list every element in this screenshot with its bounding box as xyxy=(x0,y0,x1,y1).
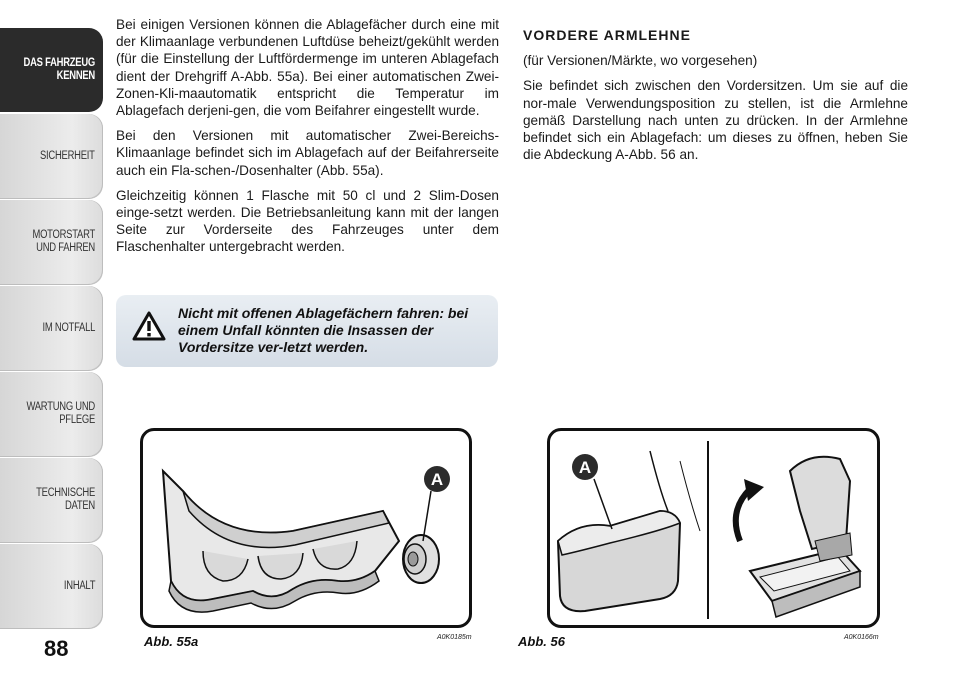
tab-das-fahrzeug-kennen[interactable] xyxy=(0,28,103,112)
tab-inhalt[interactable] xyxy=(0,544,103,628)
section-subheading: (für Versionen/Märkte, wo vorgesehen) xyxy=(523,53,758,69)
tab-technische-daten[interactable] xyxy=(0,458,103,542)
tab-label: IM NOTFALL xyxy=(42,321,95,334)
tab-label: WARTUNG UND PFLEGE xyxy=(26,401,95,426)
figure-armrest xyxy=(547,428,880,628)
armrest-illustration xyxy=(550,431,877,625)
paragraph: Gleichzeitig können 1 Flasche mit 50 cl und 2 Slim-Dosen einge-setzt werden. Die Betriebsanleitung kann mit der langen Seite zur Vorderseite des Fahrzeuges unter dem Flaschenhalter untergebracht werden. xyxy=(116,187,499,255)
tab-label: SICHERHEIT xyxy=(40,149,95,162)
tab-label: MOTORSTART UND FAHREN xyxy=(32,229,95,254)
warning-text: Nicht mit offenen Ablagefächern fahren: bei einem Unfall könnten die Insassen der Vordersitze ver-letzt werden. xyxy=(178,305,469,355)
page-number: 88 xyxy=(44,636,69,661)
paragraph: Bei den Versionen mit automatischer Zwei-Bereichs-Klimaanlage befindet sich im Ablagefach auf der Beifahrerseite auch ein Fla-schen-/Dosenhalter (Abb. 55a). xyxy=(116,128,499,178)
figure-code: A0K0185m xyxy=(437,634,472,641)
figure-caption: Abb. 56 xyxy=(518,634,565,649)
chapter-tabs xyxy=(0,28,103,630)
figure-code: A0K0166m xyxy=(844,634,879,641)
paragraph: Sie befindet sich zwischen den Vordersitzen. Um sie auf die nor-male Verwendungsposition zu stellen, ist die Armlehne gemäß Darstellung nach unten zu drücken. In der Armlehne befindet sich ein Ablagefach: um dieses zu öffnen, heben Sie die Abdeckung A-Abb. 56 an. xyxy=(523,78,908,163)
callout-label: A xyxy=(430,470,444,489)
tab-label: DAS FAHRZEUG KENNEN xyxy=(23,57,95,82)
tab-wartung-und-pflege[interactable] xyxy=(0,372,103,456)
tab-im-notfall[interactable] xyxy=(0,286,103,370)
left-text-column xyxy=(116,16,499,264)
section-heading: VORDERE ARMLEHNE xyxy=(523,27,691,43)
warning-triangle-icon xyxy=(132,311,166,341)
warning-box xyxy=(116,295,498,367)
figure-caption: Abb. 55a xyxy=(144,634,199,649)
tab-label: INHALT xyxy=(63,579,95,592)
figure-glovebox xyxy=(140,428,472,628)
right-text-column xyxy=(523,27,908,171)
tab-sicherheit[interactable] xyxy=(0,114,103,198)
tab-motorstart-und-fahren[interactable] xyxy=(0,200,103,284)
callout-label: A xyxy=(578,458,592,477)
tab-label: TECHNISCHE DATEN xyxy=(36,487,95,512)
paragraph: Bei einigen Versionen können die Ablagefächer durch eine mit der Klimaanlage verbundenen Luftdüse beheizt/gekühlt werden (für die Einstellung der Luftfördermenge im unteren Ablagefach dient der Drehgriff A-Abb. 55a). Bei einer automatischen Zwei-Zonen-Kli-maautomatik entspricht die Temperatur im Ablagefach derjeni-gen, die vom Beifahrer eingestellt wurde. xyxy=(116,17,499,119)
glovebox-illustration xyxy=(143,431,469,625)
